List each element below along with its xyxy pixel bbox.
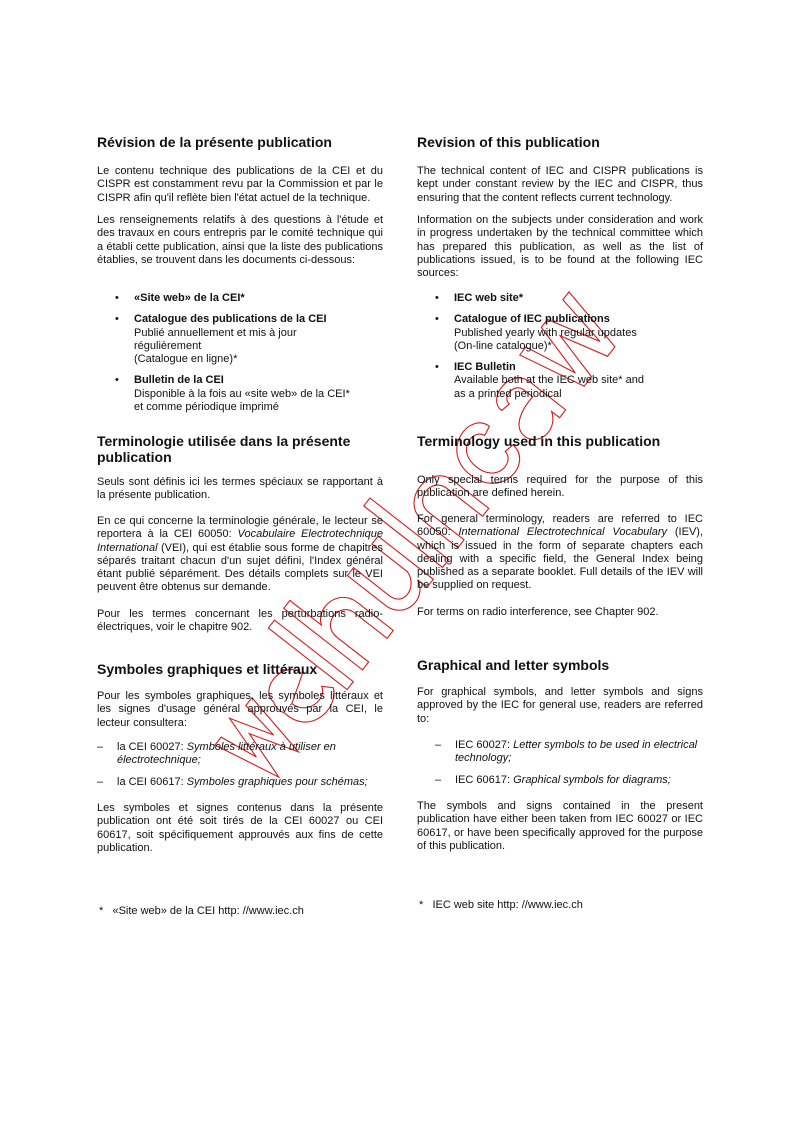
text-run: IEC 60027: <box>455 739 514 751</box>
terminology-paragraph-2-fr <box>97 515 383 595</box>
terminology-paragraph-3-en: For terms on radio interference, see Chapter 902. <box>417 606 659 618</box>
footnote-text: «Site web» de la CEI http: //www.iec.ch <box>112 905 304 917</box>
source-title: «Site web» de la CEI* <box>134 292 245 304</box>
symbols-paragraph-2-fr: Les symboles et signes contenus dans la présente publication ont été soit tirés de la CEI 60027 ou CEI 60617, soit spécifiquement approuvés aux fins de cette publication. <box>97 802 383 854</box>
symbols-paragraph-1-fr: Pour les symboles graphiques, les symboles littéraux et les signes d'usage général approuvés par la CEI, le lecteur consultera: <box>97 690 383 729</box>
source-detail: Available both at the IEC web site* and <box>454 374 644 387</box>
section-title-terminology-fr: Terminologie utilisée dans la présente publication <box>97 433 351 465</box>
dash-mark: – <box>435 739 442 751</box>
dash-mark: – <box>97 741 104 753</box>
list-item <box>97 292 367 305</box>
list-item <box>417 313 687 353</box>
source-detail: régulièrement <box>134 339 202 352</box>
terminology-paragraph-1-fr: Seuls sont définis ici les termes spéciaux se rapportant à la présente publication. <box>97 476 383 502</box>
revision-paragraph-2-en: Information on the subjects under consideration and work in progress undertaken by the technical committee which has prepared this publication, as well as the list of publications issued, is to be found at the following IEC sources: <box>417 214 703 280</box>
source-title: Catalogue of IEC publications <box>454 313 610 326</box>
bullet-mark: • <box>435 361 439 374</box>
footnote-en <box>419 899 583 912</box>
source-detail: Published yearly with regular updates <box>454 326 637 339</box>
text-run: For general terminology, readers are referred to IEC 60050: <box>417 513 703 539</box>
standard-title: Letter symbols to be used in electrical technology; <box>455 739 698 765</box>
text-run: (VEI), qui est établie sous forme de chapitres séparés traitant chacun d'un sujet défini, l'Index général étant publié séparément. Des détails complets sur le VEI peuvent être obtenus sur demande. <box>97 541 383 594</box>
bullet-mark: • <box>115 374 119 387</box>
sources-list-en <box>417 292 687 409</box>
section-title-revision-en: Revision of this publication <box>417 134 600 150</box>
vocabulary-title: International Electrotechnical Vocabulary <box>458 526 668 539</box>
standard-title: Symboles littéraux à utiliser en électrotechnique; <box>117 741 336 767</box>
section-title-symbols-fr: Symboles graphiques et littéraux <box>97 661 318 677</box>
source-detail: Disponible à la fois au «site web» de la CEI* <box>134 387 350 400</box>
list-item <box>97 741 383 768</box>
list-item <box>417 361 687 401</box>
list-item <box>435 739 703 766</box>
revision-paragraph-2-fr: Les renseignements relatifs à des questions à l'étude et des travaux en cours entrepris par le comité technique qui a établi cette publication, ainsi que la liste des publications établies, se trouvent dans les documents ci-dessous: <box>97 214 383 266</box>
text-run: IEC 60617: <box>455 773 514 786</box>
symbols-paragraph-1-en: For graphical symbols, and letter symbols and signs approved by the IEC for general use, readers are referred to: <box>417 686 703 725</box>
footnote-fr <box>99 905 304 918</box>
source-title: Catalogue des publications de la CEI <box>134 313 327 326</box>
sources-list-fr <box>97 292 367 422</box>
section-title-terminology-en: Terminology used in this publication <box>417 433 661 449</box>
dash-mark: – <box>97 775 104 788</box>
source-detail: (Catalogue en ligne)* <box>134 353 238 366</box>
list-item <box>97 374 367 414</box>
footnote-mark: * <box>99 905 104 917</box>
dash-mark: – <box>435 773 442 786</box>
list-item <box>97 776 383 789</box>
text-run: la CEI 60027: <box>117 741 187 753</box>
source-title: Bulletin de la CEI <box>134 374 224 387</box>
list-item <box>97 313 367 366</box>
bullet-mark: • <box>435 292 439 304</box>
text-run: la CEI 60617: <box>117 775 187 788</box>
source-detail: as a printed periodical <box>454 387 562 400</box>
footnote-mark: * <box>419 899 424 911</box>
list-item <box>417 292 687 305</box>
source-detail: (On-line catalogue)* <box>454 339 552 352</box>
revision-paragraph-1-en: The technical content of IEC and CISPR publications is kept under constant review by the IEC and CISPR, thus ensuring that the content reflects current technology. <box>417 165 703 204</box>
standard-title: Graphical symbols for diagrams; <box>513 773 671 786</box>
section-title-revision-fr: Révision de la présente publication <box>97 134 332 150</box>
symbols-paragraph-2-en: The symbols and signs contained in the present publication have either been taken from IEC 60027 or IEC 60617, or have been specifically approved for the purpose of this publication. <box>417 800 703 852</box>
terminology-paragraph-1-en: Only special terms required for the purpose of this publication are defined herein. <box>417 474 703 500</box>
source-title: IEC Bulletin <box>454 361 516 374</box>
source-detail: et comme périodique imprimé <box>134 401 279 414</box>
revision-paragraph-1-fr: Le contenu technique des publications de la CEI et du CISPR est constamment revu par la Commission et par le CISPR afin qu'il reflète bien l'état actuel de la technique. <box>97 165 383 204</box>
bullet-mark: • <box>435 313 439 326</box>
text-run: (IEV), which is issued in the form of separate chapters each dealing with a specific field, the General Index being published as a separate booklet. Full details of the IEV will be supplied on request. <box>417 526 703 592</box>
text-run: En ce qui concerne la terminologie générale, le lecteur se reportera à la CEI 60050: <box>97 515 383 541</box>
standard-title: Symboles graphiques pour schémas; <box>186 775 368 788</box>
section-title-symbols-en: Graphical and letter symbols <box>417 657 610 673</box>
list-item <box>435 774 703 787</box>
bullet-mark: • <box>115 313 119 326</box>
vocabulary-title: Vocabulaire Electrotechnique International <box>97 528 384 554</box>
source-title: IEC web site* <box>454 292 524 304</box>
standards-list-en <box>435 739 703 795</box>
standards-list-fr <box>97 741 383 797</box>
source-detail: Publié annuellement et mis à jour <box>134 326 297 339</box>
bullet-mark: • <box>115 292 119 304</box>
terminology-paragraph-2-en <box>417 513 703 593</box>
footnote-text: IEC web site http: //www.iec.ch <box>432 899 583 911</box>
terminology-paragraph-3-fr: Pour les termes concernant les perturbations radio-électriques, voir le chapitre 902. <box>97 608 383 634</box>
